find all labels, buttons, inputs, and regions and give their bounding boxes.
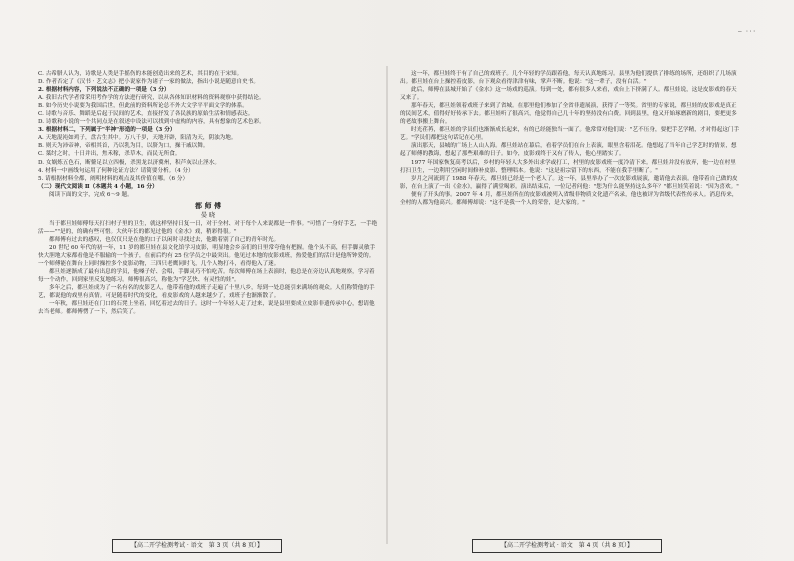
story-paragraph: 此后，师傅在县城开始了《金水》这一场戏的巡演。每到一处，都有很多人来看，戏台上下挤满了人。都旦娃说，这是皮影戏的春天又来了。 (400, 87, 737, 102)
q2-option-a: A. 我旧古代学者常采用考作学的方法进行研究，以从各体知识材料的资料观察中获得结论。 (38, 95, 265, 102)
q3-option-c: C. 桀纣之时，十日并出，焦禾稼，杀草木，而民无所食。 (38, 151, 181, 158)
question-4: 4. 材料一中画线句运用了何种论证方法？请简要分析。（4 分） (38, 167, 194, 174)
story-paragraph: 多年之后，都旦娃成为了一名有名的皮影艺人，他带着他的戏班子走遍了十里八乡，每到一处总能引来满场的观众。人们称赞他的手艺，都说他的戏里有真情。可是随着时代的变化，看皮影戏的人越来越少了，戏班子也渐渐散了。 (38, 285, 375, 300)
left-page (38, 70, 378, 540)
story-paragraph: 那年春天，都旦娃领着戏班子来到了省城。在那里他们参加了全省非遗展演，获得了一等奖。省里的专家说，都旦娃的皮影戏是真正的民间艺术，值得好好传承下去。都旦娃听了很高兴，他觉得自己几十年的坚持没有白费。回到县里，他又开始琢磨新的剧目，要把更多的老故事搬上舞台。 (400, 103, 737, 126)
q2-option-b: B. 如今历史小说要为我国后世，但此前的资料所论总不外大文学平平面文学的体系。 (38, 103, 248, 110)
question-3: 3. 根据材料二，下列属于"半神"形造的一项是（3 分） (38, 127, 176, 134)
story-paragraph: 一年秋，都旦娃还在门口的石凳上坐着，回忆着过去的日子。这时一个年轻人走了过来，说是县里要成立皮影非遗传承中心，想请他去当老师。都师傅愣了一下，然后笑了。 (38, 301, 375, 316)
q3-option-d: D. 女娲炼五色石，断鳌足以立四极，杀黑龙以济冀州，积芦灰以止淫水。 (38, 159, 220, 166)
story-paragraph: 当于都旦娃师傅每天打扫村子里的卫生，就这样坚持日复一日，对于全村、对于每个人来说都是一件事。"可惜了一身好手艺，一手绝活——""是的，的确有些可惜。大伙年长的都见过他的《金水》戏，稍彩得很。" (38, 220, 378, 235)
story-paragraph: 都旦娃逐渐成了最有出息的学员，他嗓子好、会唱，手脚灵巧不怕吃苦。每次师傅在场上表演时，他总是在旁边认真地观察，学习着每一个动作，回到家里反复地练习。师傅很高兴，称他为"学艺快、有灵性的娃"。 (38, 269, 375, 284)
option-c: C. 古希腊人认为，诗歌是人类是手摇伤的本能创造出来的艺术，其目的在于宋知。 (38, 71, 243, 77)
corner-mark: — ··· (737, 28, 756, 35)
q2-option-d: D. 诗歌和小说的一个共同点是在叙述中设法可以找到中虚构的内容，具有想象的艺术色彩。 (38, 119, 265, 126)
story-paragraph: 演出那天，县城的广场上人山人海。都旦娃站在幕后，看着学员们在台上表演，眼里含着泪花。他想起了当年自己学艺时的情景，想起了师傅的教诲，想起了那些艰难的日子。如今，皮影戏终于又有了传人，他心里踏实了。 (400, 143, 737, 158)
q3-option-a: A. 天地混沌如鸡子，盘古生其中。万八千岁，天地开辟，阳清为天，阴浊为地。 (38, 135, 237, 142)
story-paragraph: 都师傅有过去的感叹，也仅仅只是在他的口子以闲时寻找过去，他瞻着别了自己的青年时光。 (49, 236, 280, 243)
left-page-footer: 【高二开学检测考试 · 语文 第 3 页（共 8 页）】 (112, 539, 282, 553)
story-paragraph: 20 世纪 60 年代的初一年，11 岁的都旦娃在县文化馆学习皮影，明显地会乡亲们的日里常夸他有把握。他个头不高，但手脚灵敏手快大胆地大家都看他是不服输的一个孩子，在前后约有 25 位学员之中最突出。他见过本地的皮影戏班，热爱他们的活计是他所钟爱的。一个师傅能在舞台上同时操控多个皮影动物，三四只老鹰同时飞，几个人物打斗，看得他入了迷。 (38, 244, 376, 267)
question-5: 5. 请根据材料全都，阐明材料的观点及其价值在哪。（6 分） (38, 175, 189, 182)
section-heading: （二）现代文阅读 Ⅱ（本题共 4 小题，16 分） (38, 183, 158, 190)
section-instruction: 阅读下面的文字，完成 6～9 题。 (49, 191, 133, 198)
story-paragraph: 岁月之河流到了 1988 年春天，都旦娃已经是一个老人了。这一年，县里举办了一次皮影戏展演，邀请他去表演。他带着自己做的皮影，在台上演了一出《金水》，赢得了满堂喝彩。演出结束后，一位记者问他："您为什么能坚持这么多年？"都旦娃笑着说："因为喜欢。" (400, 175, 739, 190)
q3-option-b: B. 则天为沛帝神，帝相其首，乃以乳为目，以脐为口，操干戚以舞。 (38, 143, 209, 150)
story-paragraph: 时光荏苒，都旦娃的学员们也渐渐成长起来，有的已经能独当一面了。他常常对他们说："艺不压身，要把手艺学精，才对得起这门手艺。"学员们都把这句话记在心里。 (400, 127, 740, 142)
q2-option-c: C. 诗歌与音乐、舞蹈是后起于民间的艺术，直接抒发了各民族的原始生活和情感表达。 (38, 111, 254, 118)
story-author: 晏 晓 (201, 211, 215, 219)
story-paragraph: 这一年，都旦娃终于有了自己的戏班子。几个年轻的学员跟着他，每天认真地练习。县里为他们提供了排练的场所，还组织了几场演出。都旦娃在台上操控着皮影，台下观众看得津津有味，掌声不断。他说："这一辈子，没有白活。" (400, 71, 737, 86)
page-gutter (386, 66, 388, 544)
story-paragraph: 便有了开头的事。2007 年 4 月，都旦娃所在的皮影戏被列入省级非物质文化遗产名录，他也被评为省级代表性传承人。消息传来，全村的人都为他高兴。都师傅却说："这不是我一个人的荣誉，是大家的。" (400, 191, 738, 206)
right-page (400, 70, 740, 540)
story-title: 都 师 傅 (195, 200, 221, 210)
story-paragraph: 1977 年国家恢复高考以后，乡村的年轻人大多外出求学或打工，村里的皮影戏班一度冷清下来。都旦娃并没有放弃，他一边在村里打扫卫生，一边利用空闲时间修补皮影、整理唱本。他说："这是祖宗留下的东西，不能在我手里断了。" (400, 159, 736, 174)
option-d: D. 作者否定了《汉书 · 艺文志》把小说家作为诸子一家的做法，指出小说是随意自史书。 (38, 79, 260, 86)
right-page-footer: 【高二开学检测考试 · 语文 第 4 页（共 8 页）】 (472, 539, 662, 553)
question-2: 2. 根据材料内容，下列说法不正确的一项是（3 分） (38, 87, 170, 94)
